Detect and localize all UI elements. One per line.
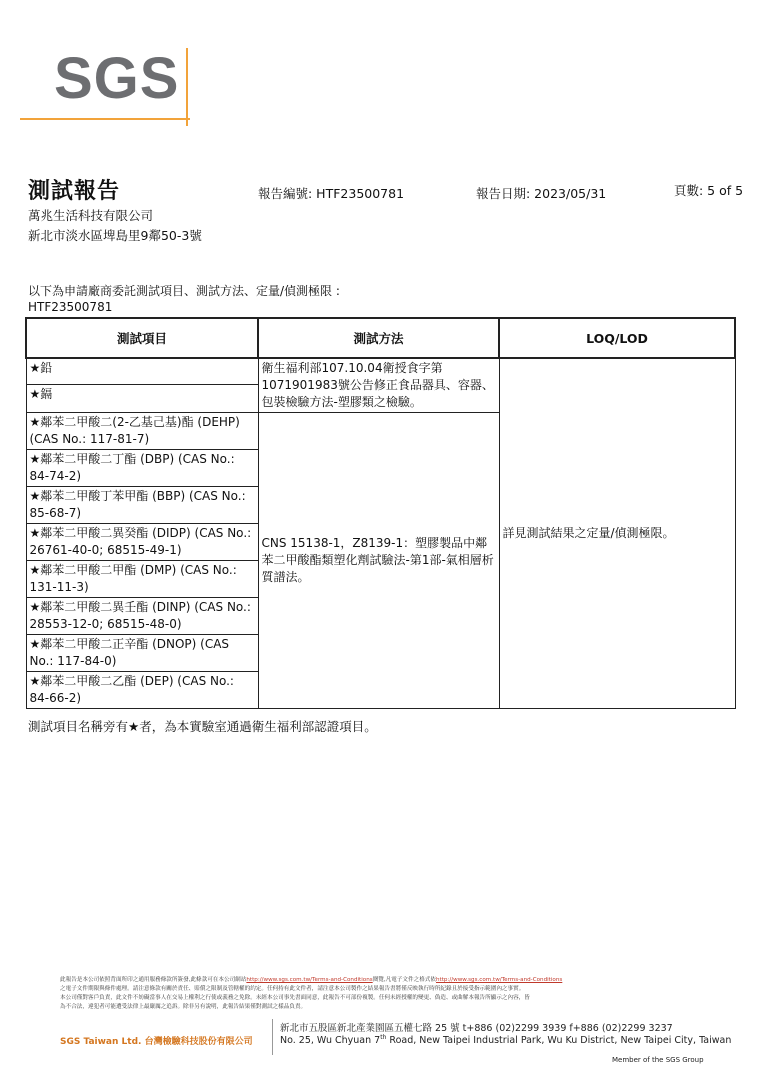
- test-item-dehp: ★鄰苯二甲酸二(2-乙基己基)酯 (DEHP) (CAS No.: 117-81-7): [26, 413, 258, 450]
- footer-address-en: [280, 1034, 731, 1046]
- address-en-part-2: Road, New Taipei Industrial Park, Wu Ku District, New Taipei City, Taiwan: [386, 1035, 732, 1047]
- fine-print-text: 閱覽,凡電子文件之格式依: [372, 977, 436, 983]
- report-number: 報告編號: HTF23500781: [258, 186, 405, 201]
- test-item-bbp: ★鄰苯二甲酸丁苯甲酯 (BBP) (CAS No.: 85-68-7): [26, 487, 258, 524]
- report-title: 測試報告: [28, 179, 121, 204]
- test-item-dep: ★鄰苯二甲酸二乙酯 (DEP) (CAS No.: 84-66-2): [26, 672, 258, 709]
- test-item-dbp: ★鄰苯二甲酸二丁酯 (DBP) (CAS No.: 84-74-2): [26, 450, 258, 487]
- footer-fine-print-line-3: 本公司僅對客戶負責，此文件不妨礙當事人在交易上權利之行使或義務之免除。未經本公司事先書面同意，此報告不可部份複製。任何未經授權的變更、偽造、或曲解本報告所顯示之內容，皆: [60, 995, 530, 1001]
- test-item-dnop: ★鄰苯二甲酸二正辛酯 (DNOP) (CAS No.: 117-84-0): [26, 635, 258, 672]
- test-item-didp: ★鄰苯二甲酸二異癸酯 (DIDP) (CAS No.: 26761-40-0; 68515-49-1): [26, 524, 258, 561]
- terms-link[interactable]: http://www.sgs.com.tw/Terms-and-Conditions: [246, 977, 373, 983]
- test-item-dmp: ★鄰苯二甲酸二甲酯 (DMP) (CAS No.: 131-11-3): [26, 561, 258, 598]
- logo-orange-vertical-line: [186, 48, 188, 126]
- sgs-taiwan-name: SGS Taiwan Ltd. 台灣檢驗科技股份有限公司: [60, 1037, 253, 1047]
- page-count: 頁數: 5 of 5: [674, 183, 744, 198]
- footer-address-zh: 新北市五股區新北產業園區五權七路 25 號 t+886 (02)2299 3939 f+886 (02)2299 3237: [280, 1023, 673, 1034]
- company-name: 萬兆生活科技有限公司: [28, 208, 154, 223]
- member-of-sgs-group: Member of the SGS Group: [612, 1056, 704, 1064]
- footer-fine-print-line-2: 之電子文件期限與條件處理。請注意條款有關於責任、賠償之限制及管轄權的約定。任何持有此文件者，請注意本公司製作之結果報告書將僅反映執行時所紀錄且於接受指示範圍內之事實。: [60, 986, 525, 992]
- test-item-lead: ★鉛: [26, 358, 258, 385]
- address-en-superscript: th: [380, 1034, 387, 1041]
- table-row: [26, 358, 735, 385]
- reference-number: HTF23500781: [28, 300, 113, 314]
- terms-link-electronic[interactable]: http://www.sgs.com.tw/Terms-and-Conditions: [436, 977, 563, 983]
- accreditation-note: 測試項目名稱旁有★者，為本實驗室通過衛生福利部認證項目。: [28, 719, 377, 734]
- report-date: 報告日期: 2023/05/31: [476, 186, 607, 201]
- method-food-container: 衛生福利部107.10.04衛授食字第1071901983號公告修正食品器具、容器、包裝檢驗方法-塑膠類之檢驗。: [258, 358, 499, 413]
- header-test-item: 測試項目: [26, 318, 258, 358]
- header-loq-lod: LOQ/LOD: [499, 318, 735, 358]
- footer-separator: [272, 1019, 273, 1055]
- header-test-method: 測試方法: [258, 318, 499, 358]
- method-cns-15138: CNS 15138-1，Z8139-1：塑膠製品中鄰苯二甲酸酯類塑化劑試驗法-第1部-氣相層析質譜法。: [258, 413, 499, 709]
- logo-orange-horizontal-line: [20, 118, 190, 120]
- footer-fine-print-line-1: [60, 976, 710, 984]
- company-address: 新北市淡水區埤島里9鄰50-3號: [28, 228, 202, 243]
- loq-lod-note: 詳見測試結果之定量/偵測極限。: [499, 358, 735, 709]
- test-item-cadmium: ★鎘: [26, 385, 258, 413]
- sgs-logo: [20, 48, 195, 128]
- intro-text: 以下為申請廠商委託測試項目、測試方法、定量/偵測極限 :: [28, 284, 340, 298]
- table-header-row: [26, 318, 735, 358]
- sgs-logo-text: SGS: [54, 46, 180, 111]
- test-item-dinp: ★鄰苯二甲酸二異壬酯 (DINP) (CAS No.: 28553-12-0; 68515-48-0): [26, 598, 258, 635]
- test-items-table: [25, 317, 736, 709]
- fine-print-text: 此報告是本公司依照背面所印之通用服務條款所簽發,此條款可在本公司網站: [60, 977, 247, 983]
- footer-fine-print-line-4: 為不合法，違犯者可能遭受法律上最嚴厲之追訴。除非另有說明，此報告結果僅對測試之樣品負責。: [60, 1004, 307, 1010]
- address-en-part-1: No. 25, Wu Chyuan 7: [280, 1035, 381, 1047]
